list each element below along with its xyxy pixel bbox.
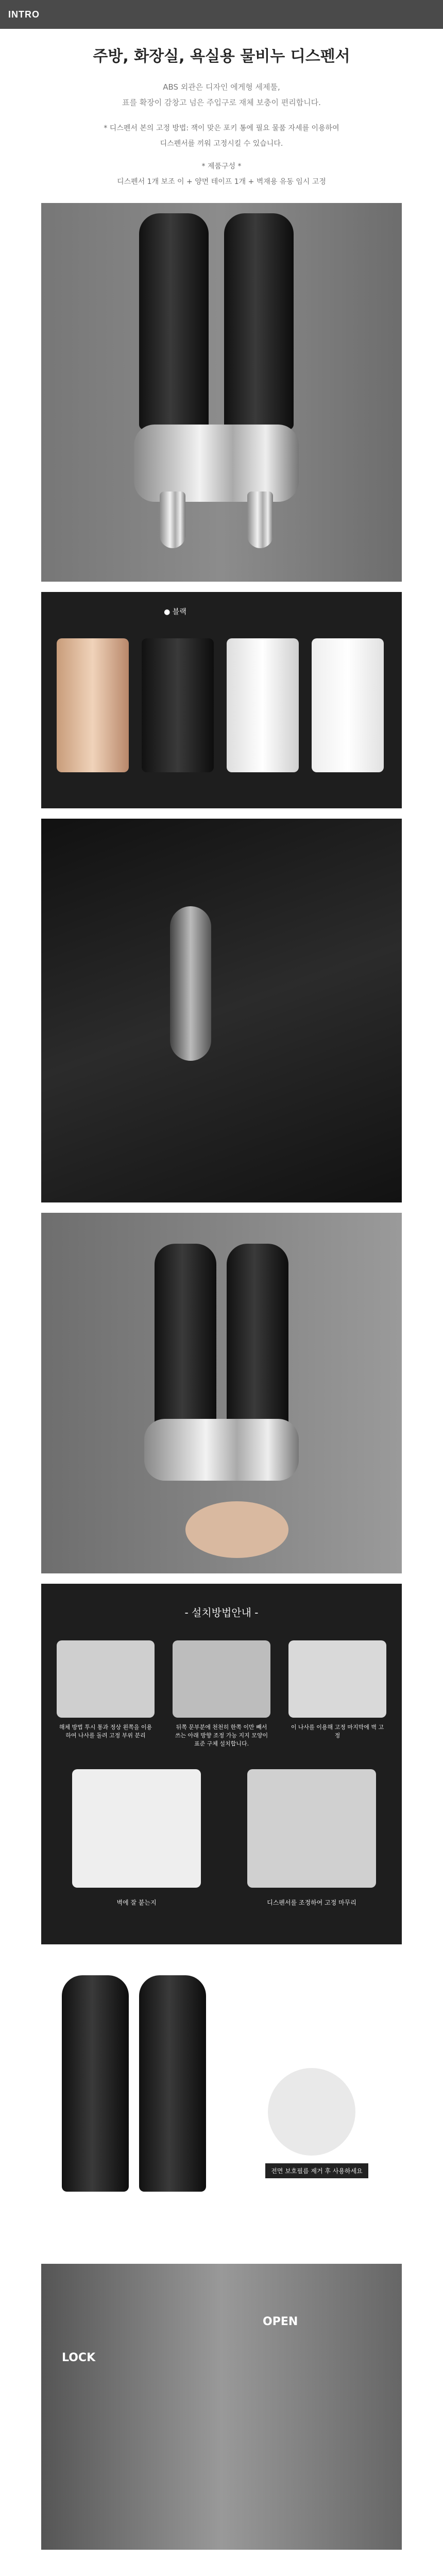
install-step-5 — [247, 1769, 376, 1888]
hero-photo — [41, 203, 402, 582]
install-caption-5: 디스펜서를 조정하여 고정 마무리 — [267, 1899, 356, 1906]
intro-line: ABS 외관은 디자인 에게형 세제툴, — [163, 82, 280, 92]
intro-description — [0, 79, 443, 110]
note-line: * 디스펜서 본의 고정 방법: 잭이 맞은 포키 통에 필요 물품 자세를 이용하여 — [104, 124, 339, 132]
install-caption-4: 벽에 잘 붙는지 — [116, 1899, 157, 1906]
intro-tag: INTRO — [8, 9, 40, 20]
open-label: OPEN — [263, 2315, 298, 2328]
lock-label: LOCK — [62, 2351, 96, 2364]
variant-white-chrome — [227, 638, 299, 772]
level-window — [170, 906, 211, 1061]
chrome-base — [134, 425, 299, 502]
intro-line: 표를 확장이 감창고 넘은 주입구로 재체 보충이 편리합니다. — [122, 98, 321, 107]
composition-info — [0, 159, 443, 190]
sticker-section — [0, 1965, 443, 2243]
install-caption-2: 뒤쪽 문부분에 천천히 한쪽 이만 빼서 쓰는 아래 방향 조정 가능 지지 모양이 표준 구체 설치합니다. — [175, 1724, 268, 1747]
variant-black — [142, 638, 214, 772]
color-label: ● 블랙 — [164, 608, 186, 616]
note-line: 디스펜서를 끼워 고정시킬 수 있습니다. — [160, 140, 283, 148]
closeup-photo — [41, 819, 402, 1202]
dispenser-left — [139, 213, 209, 430]
install-step-4 — [72, 1769, 201, 1888]
composition-heading: * 제품구성 * — [201, 162, 242, 171]
dispenser-right — [224, 213, 294, 430]
usage-dispenser-right — [227, 1244, 288, 1429]
usage-dispenser-left — [155, 1244, 216, 1429]
install-guide — [41, 1584, 402, 1944]
sticker-label: 전면 보호필름 제거 후 사용하세요 — [265, 2163, 368, 2178]
install-step-1 — [57, 1640, 155, 1718]
variant-white — [312, 638, 384, 772]
screw-section — [0, 2570, 443, 2576]
intro-header-bar — [0, 0, 443, 29]
install-title: - 설치방법안내 - — [184, 1606, 259, 1619]
lock-photo — [41, 2264, 402, 2550]
install-caption-3: 이 나사를 이용해 고정 마지막에 벽 고정 — [291, 1724, 384, 1739]
usage-photo — [41, 1213, 402, 1573]
sticker-zoom — [268, 2068, 355, 2156]
install-step-2 — [173, 1640, 270, 1718]
composition-text: 디스펜서 1개 보조 이 + 양면 테이프 1개 + 벽재용 유동 임시 고정 — [117, 178, 326, 186]
hands — [185, 1501, 288, 1558]
intro-section — [0, 43, 443, 198]
variant-rose-gold — [57, 638, 129, 772]
install-step-3 — [288, 1640, 386, 1718]
pump-left — [160, 492, 185, 548]
intro-notes — [0, 121, 443, 151]
screw-title — [0, 2570, 443, 2576]
product-right — [139, 1975, 206, 2192]
pump-right — [247, 492, 273, 548]
usage-chrome-base — [144, 1419, 299, 1481]
page-title: 주방, 화장실, 욕실용 물비누 디스펜서 — [93, 47, 350, 65]
product-left — [62, 1975, 129, 2192]
install-caption-1: 해체 방법 투시 통과 정상 왼쪽을 이용하여 나사를 돌려 고정 부위 분리 — [59, 1724, 152, 1739]
colors-photo — [41, 592, 402, 808]
